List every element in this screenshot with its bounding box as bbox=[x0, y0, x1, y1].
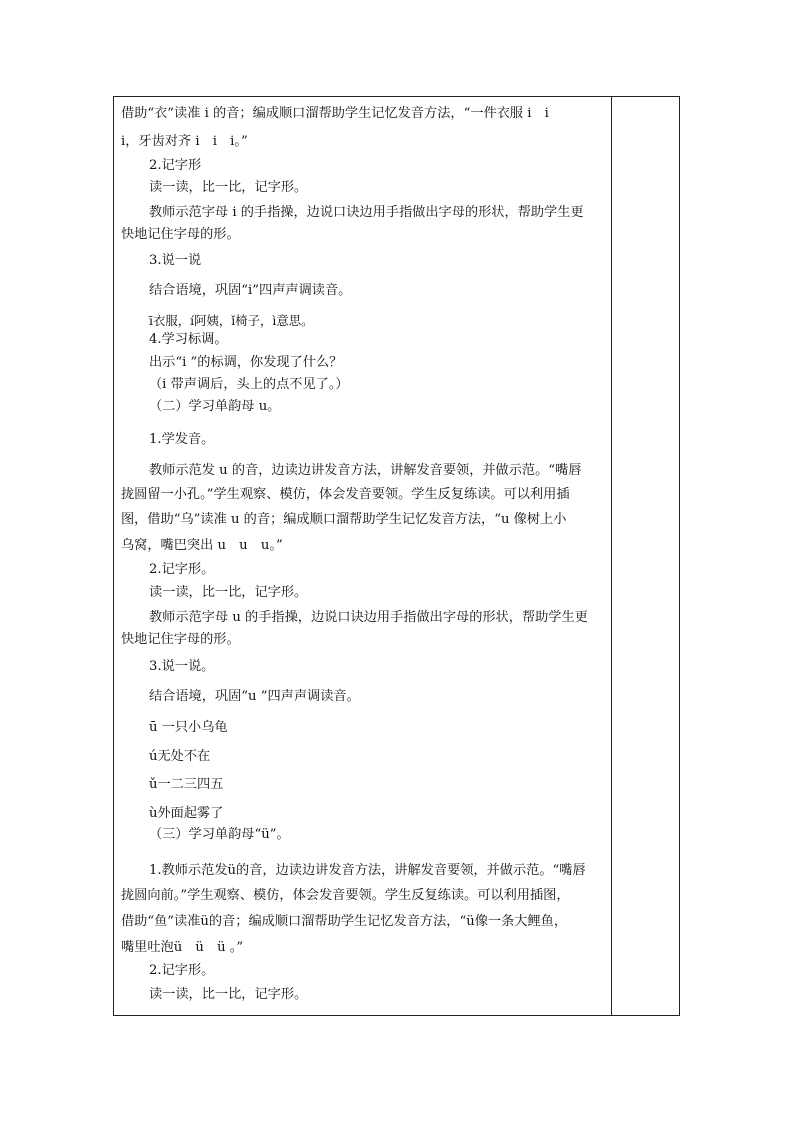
text-line: 2.记字形 bbox=[149, 158, 202, 173]
text-line: ī衣服，í阿姨，ǐ椅子，ì意思。 bbox=[149, 313, 314, 328]
text-line: 读一读，比一比，记字形。 bbox=[149, 180, 308, 195]
text-line: 结合语境，巩固“u ”四声声调读音。 bbox=[149, 689, 360, 704]
lesson-table bbox=[113, 96, 680, 1016]
text-line: 结合语境，巩固“i”四声声调读音。 bbox=[149, 283, 352, 298]
text-line: ū 一只小乌龟 bbox=[149, 720, 228, 735]
notes-column-divider bbox=[611, 97, 612, 1015]
text-line: 借助“鱼”读准ü的音；编成顺口溜帮助学生记忆发音方法，“ü像一条大鲤鱼， bbox=[121, 914, 568, 929]
text-line: 读一读，比一比，记字形。 bbox=[149, 987, 308, 1002]
section-heading: （三）学习单韵母“ü”。 bbox=[149, 827, 290, 842]
text-line: 图，借助“乌”读准 u 的音；编成顺口溜帮助学生记忆发音方法，“u 像树上小 bbox=[121, 512, 567, 527]
section-heading: 2.记字形。 bbox=[149, 963, 215, 978]
section-heading: 3.说一说。 bbox=[149, 659, 215, 674]
section-heading: 4.学习标调。 bbox=[149, 332, 228, 347]
text-line: 读一读，比一比，记字形。 bbox=[149, 585, 308, 600]
text-line: 教师示范字母 i 的手指操，边说口诀边用手指做出字母的形状，帮助学生更 bbox=[149, 205, 584, 220]
text-line: 出示“i ”的标调，你发现了什么？ bbox=[149, 355, 343, 370]
text-line: 拢圆向前。”学生观察、模仿，体会发音要领。学生反复练读。可以利用插图， bbox=[121, 888, 570, 903]
text-line: ú无处不在 bbox=[149, 749, 211, 764]
section-heading: 3.说一说 bbox=[149, 253, 202, 268]
text-line: 1.学发音。 bbox=[149, 432, 215, 447]
text-line: 乌窝，嘴巴突出 u u u。” bbox=[121, 538, 283, 553]
text-line: 2.记字形。 bbox=[149, 562, 215, 577]
text-line: 拢圆留一小孔。”学生观察、模仿，体会发音要领。学生反复练读。可以利用插 bbox=[121, 487, 570, 502]
text-line: i，牙齿对齐 i i i。” bbox=[121, 134, 248, 149]
text-line: 1.教师示范发ü的音，边读边讲发音方法，讲解发音要领，并做示范。“嘴唇 bbox=[149, 863, 586, 878]
text-line: 嘴里吐泡ü ü ü 。” bbox=[121, 940, 244, 955]
text-line: 教师示范发 u 的音，边读边讲发音方法，讲解发音要领，并做示范。“嘴唇 bbox=[149, 463, 582, 478]
text-line: ǔ一二三四五 bbox=[149, 777, 224, 792]
text-line: 快地记住字母的形。 bbox=[121, 632, 240, 647]
text-line: 教师示范字母 u 的手指操，边说口诀边用手指做出字母的形状，帮助学生更 bbox=[149, 610, 588, 625]
section-heading: （二）学习单韵母 u。 bbox=[149, 399, 281, 414]
text-line: ù外面起雾了 bbox=[149, 806, 224, 821]
text-line: 快地记住字母的形。 bbox=[121, 227, 240, 242]
text-line: 借助“衣”读准 i 的音；编成顺口溜帮助学生记忆发音方法，“一件衣服 i i bbox=[121, 106, 549, 121]
text-line: （i 带声调后，头上的点不见了。） bbox=[149, 377, 349, 392]
